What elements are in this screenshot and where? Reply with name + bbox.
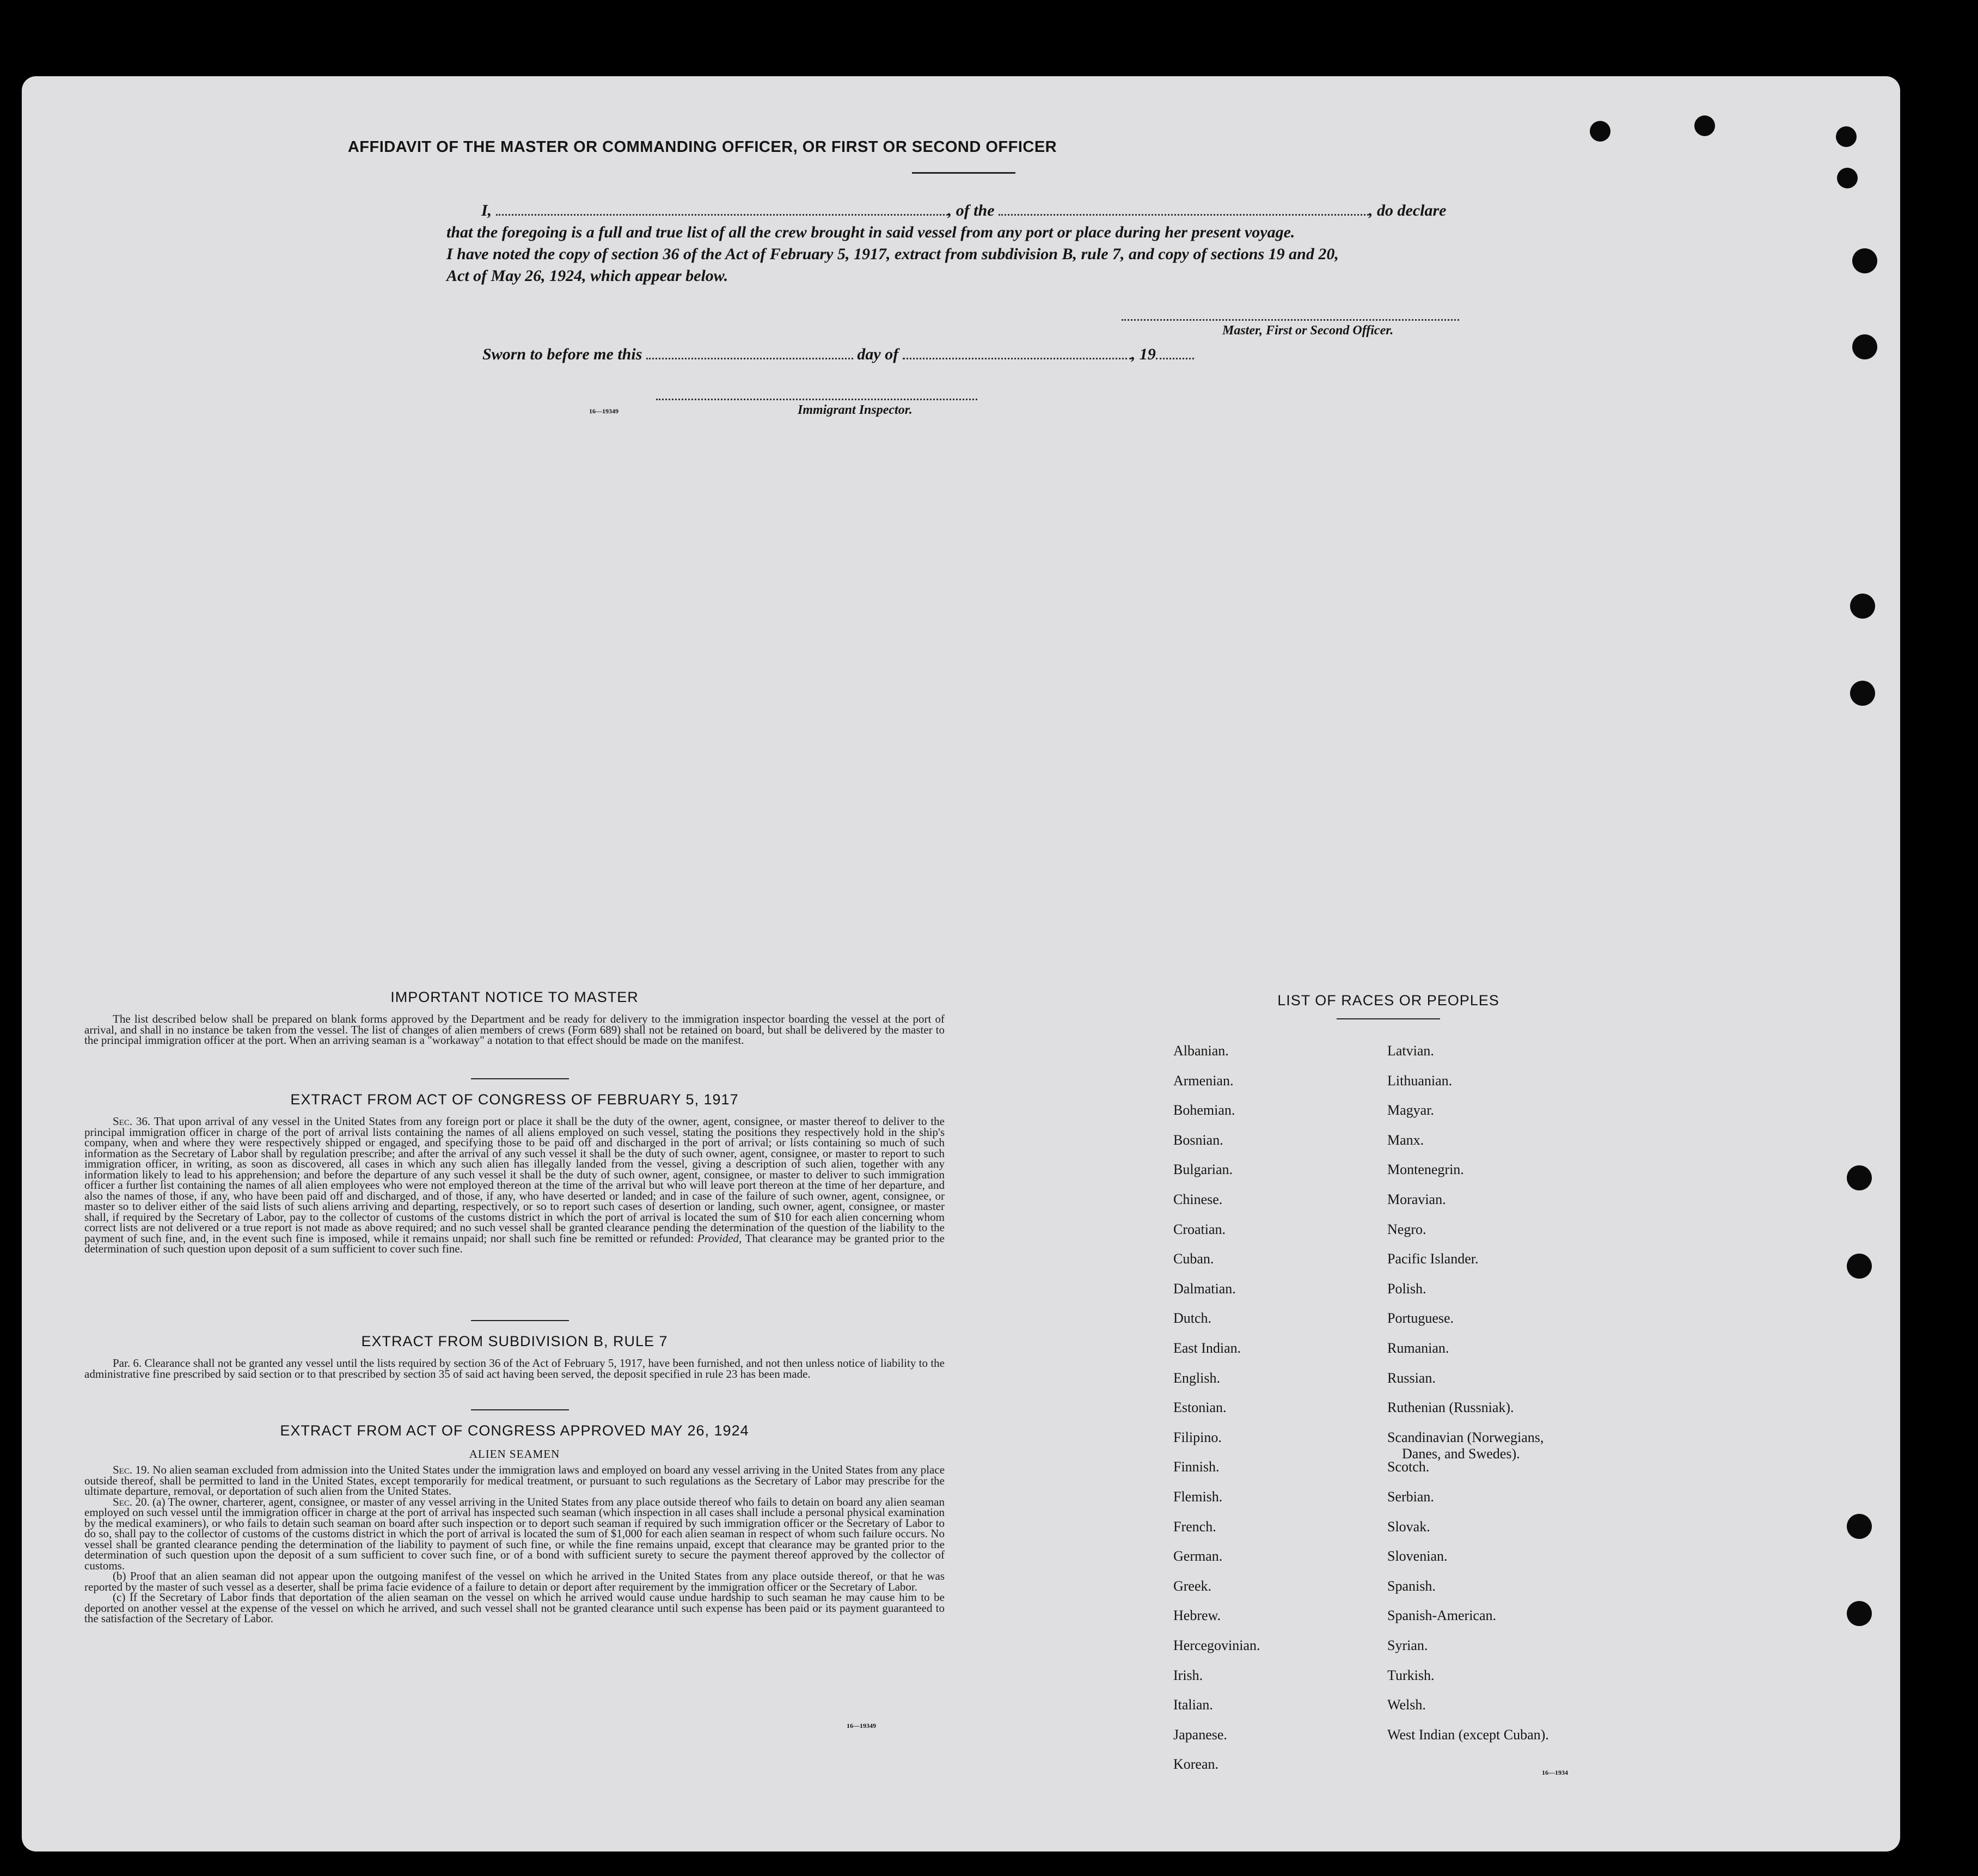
month-blank[interactable]: [903, 346, 1131, 359]
punch-hole-icon: [1847, 1165, 1872, 1190]
race-item: Croatian.: [1173, 1221, 1226, 1237]
race-item: Pacific Islander.: [1387, 1251, 1479, 1267]
race-item: Polish.: [1387, 1280, 1426, 1297]
sec-36-text-end: That clearance may be granted prior to the determination of such question upon deposit of a sum sufficient to cover such fine.: [84, 1231, 945, 1255]
signature-caption: Master, First or Second Officer.: [1222, 323, 1394, 338]
form-code: 16—1934: [1542, 1769, 1568, 1776]
sec-36-text: That upon arrival of any vessel in the United States from any foreign port or place it shall be the duty of the owner, agent, consignee, or master thereof to deliver to the principal immigration officer in charge of the port of arrival lists containing the names of all aliens employed on such vessel, stating the positions they respectively hold in the ship's company, when and where they were respectively shipped or engaged, and specifying those to be paid off and discharged in the port of arrival; or lists containing so much of such information as the Secretary of Labor shall by regulation prescribe; and after the arrival of any such vessel it shall be the duty of such owner, agent, consignee, or master to report to such immigration officer, in writing, as soon as discovered, all cases in which any such alien has illegally landed from the vessel, giving a description of such alien, together with any information likely to lead to his apprehension; and before the departure of any such vessel it shall be the duty of such owner, agent, consignee, or master to deliver to such immigration officer a further list containing the names of all alien employees who were not employed thereon at the time of the arrival but who will leave port thereon at the time of her departure, and also the names of those, if any, who have been paid off and discharged, and of those, if any, who have deserted or landed; and in case of the failure of such owner, agent, consignee, or master so to deliver either of the said lists of such aliens arriving and departing, respectively, or so to report such cases of desertion or landing, such owner, agent, consignee, or master shall, if required by the Secretary of Labor, pay to the collector of customs of the customs district in which the port of arrival is located the sum of $10 for each alien concerning whom correct lists are not delivered or a true report is not made as above required; and no such vessel shall be granted clearance pending the determination of the question of the liability to the payment of such fine, and, in the event such fine is imposed, while it remains unpaid; nor shall such fine be remitted or refunded:: [84, 1115, 945, 1245]
form-code: 16—19349: [847, 1722, 876, 1730]
race-item: Rumanian.: [1387, 1340, 1449, 1356]
punch-hole-icon: [1847, 1514, 1872, 1539]
section-divider: [471, 1078, 569, 1079]
race-item: Cuban.: [1173, 1251, 1214, 1267]
sec-20b-text: (b) Proof that an alien seaman did not appear upon the outgoing manifest of the vessel on which he arrived in the United States from any place outside thereof, or that he was reported by the master of such vessel as a deserter, shall be prima facie evidence of a failure to detain or deport after requirement by the immigration officer or the Secretary of Labor.: [84, 1569, 945, 1593]
race-item: Negro.: [1387, 1221, 1426, 1237]
race-item: Korean.: [1173, 1756, 1219, 1773]
day-blank[interactable]: [646, 346, 853, 359]
race-item: Magyar.: [1387, 1102, 1434, 1119]
extract-1917-text: [84, 1116, 945, 1255]
extract-1917-title: EXTRACT FROM ACT OF CONGRESS OF FEBRUARY 5, 1917: [290, 1091, 739, 1108]
race-item: Spanish-American.: [1387, 1608, 1497, 1624]
race-item: English.: [1173, 1370, 1220, 1386]
races-title: LIST OF RACES OR PEOPLES: [1277, 992, 1499, 1009]
race-item: Welsh.: [1387, 1697, 1426, 1713]
sec-20-label: Sec. 20.: [113, 1495, 150, 1508]
day-of-label: day of: [857, 345, 899, 363]
race-item: Spanish.: [1387, 1578, 1436, 1594]
affidavit-line-1: [481, 201, 1446, 220]
sworn-label: Sworn to before me this: [482, 345, 642, 363]
rule-7-title: EXTRACT FROM SUBDIVISION B, RULE 7: [361, 1333, 668, 1349]
name-blank[interactable]: [496, 202, 948, 216]
extract-1924-text: [84, 1465, 945, 1624]
race-item: Bulgarian.: [1173, 1162, 1233, 1178]
form-code: 16—19349: [589, 407, 618, 415]
race-item: Chinese.: [1173, 1191, 1223, 1207]
rule-7-paragraph: Par. 6. Clearance shall not be granted any vessel until the lists required by section 36 of the Act of February 5, 1917, have been furnished, and not then unless notice of liability to the administrative fine prescribed by said section or to that prescribed by section 35 of said act having been served, the deposit specified in rule 23 has been made.: [84, 1356, 945, 1380]
race-item: Hebrew.: [1173, 1608, 1221, 1624]
affidavit-line-4: Act of May 26, 1924, which appear below.: [446, 267, 728, 285]
vessel-blank[interactable]: [999, 202, 1369, 216]
race-item: Armenian.: [1173, 1072, 1234, 1089]
race-item: Scotch.: [1387, 1459, 1430, 1475]
race-item: Manx.: [1387, 1132, 1424, 1148]
punch-hole-icon: [1850, 594, 1875, 619]
race-item: Russian.: [1387, 1370, 1436, 1386]
year-blank[interactable]: [1156, 346, 1194, 359]
extract-1924-title: EXTRACT FROM ACT OF CONGRESS APPROVED MAY 26, 1924: [280, 1422, 749, 1439]
notice-title: IMPORTANT NOTICE TO MASTER: [390, 989, 639, 1005]
sec-36-label: Sec. 36.: [113, 1115, 151, 1128]
race-item: Dalmatian.: [1173, 1280, 1236, 1297]
race-item: West Indian (except Cuban).: [1387, 1726, 1549, 1743]
race-item: Portuguese.: [1387, 1310, 1454, 1327]
sec-20c-text: (c) If the Secretary of Labor finds that deportation of the alien seaman on the vessel on which he arrived would cause undue hardship to such seaman he may cause him to be deported on another vessel at the expense of the vessel on which he arrived, and such vessel shall not be granted clearance until such expense has been paid or its payment guaranteed to the satisfaction of the Secretary of Labor.: [84, 1591, 945, 1625]
race-item: Greek.: [1173, 1578, 1212, 1594]
race-item: Flemish.: [1173, 1489, 1223, 1505]
sworn-line: [482, 345, 1194, 364]
affidavit-title: AFFIDAVIT OF THE MASTER OR COMMANDING OFFICER, OR FIRST OR SECOND OFFICER: [347, 138, 1057, 156]
race-item: Japanese.: [1173, 1726, 1227, 1743]
punch-hole-icon: [1847, 1254, 1872, 1279]
race-item: Estonian.: [1173, 1400, 1227, 1416]
punch-hole-icon: [1847, 1601, 1872, 1626]
sec-19-label: Sec. 19.: [113, 1463, 150, 1476]
punch-hole-icon: [1852, 248, 1877, 273]
punch-hole-icon: [1852, 334, 1877, 359]
of-the-label: , of the: [947, 201, 995, 219]
affidavit-line-2: that the foregoing is a full and true list of all the crew brought in said vessel from any port or place during her present voyage.: [446, 223, 1295, 241]
race-item: Syrian.: [1387, 1637, 1428, 1653]
race-item: Moravian.: [1387, 1191, 1446, 1207]
alien-seamen-subtitle: ALIEN SEAMEN: [469, 1447, 560, 1461]
race-item: Slovak.: [1387, 1518, 1430, 1535]
race-item: Albanian.: [1173, 1043, 1229, 1059]
do-declare-label: , do declare: [1369, 201, 1447, 219]
race-item: Dutch.: [1173, 1310, 1212, 1327]
race-item: Bosnian.: [1173, 1132, 1223, 1148]
title-divider: [912, 172, 1015, 174]
inspector-caption: Immigrant Inspector.: [798, 403, 913, 417]
affidavit-line-3: I have noted the copy of section 36 of the Act of February 5, 1917, extract from subdivision B, rule 7, and copy of sections 19 and 20,: [446, 245, 1339, 263]
inspector-signature-blank[interactable]: [656, 387, 977, 400]
punch-hole-icon: [1837, 168, 1858, 188]
i-label: I,: [481, 201, 492, 219]
race-item: Ruthenian (Russniak).: [1387, 1400, 1514, 1416]
rule-7-text: [84, 1358, 945, 1379]
race-item: Lithuanian.: [1387, 1072, 1453, 1089]
punch-hole-icon: [1836, 126, 1857, 147]
race-item: Finnish.: [1173, 1459, 1220, 1475]
race-item: Irish.: [1173, 1667, 1203, 1683]
sec-19-text: No alien seaman excluded from admission into the United States under the immigration laws and employed on board any vessel arriving in the United States from any place outside thereof, shall be permitted to land in the United States, except temporarily for medical treatment, or pursuant to such regulations as the Secretary of Labor may prescribe for the ultimate departure, removal, or deportation of such alien from the United States.: [84, 1463, 945, 1498]
race-item: Slovenian.: [1387, 1548, 1448, 1565]
race-item: Bohemian.: [1173, 1102, 1235, 1119]
race-item: Danes, and Swedes).: [1402, 1445, 1520, 1462]
provided-label: Provided,: [697, 1231, 742, 1245]
year-label: , 19: [1131, 345, 1156, 363]
notice-paragraph: The list described below shall be prepared on blank forms approved by the Department and be ready for delivery to the immigration inspector boarding the vessel at the port of arrival, and shall in no instance be taken from the vessel. The list of changes of alien members of crews (Form 689) shall not be retained on board, but shall be delivered by the master to the principal immigration officer at the port. When an arriving seaman is a "workaway" a notation to that effect should be made on the manifest.: [84, 1012, 945, 1047]
race-item: Montenegrin.: [1387, 1162, 1464, 1178]
race-item: Serbian.: [1387, 1489, 1434, 1505]
race-item: Filipino.: [1173, 1429, 1222, 1445]
section-divider: [471, 1409, 569, 1410]
notice-text: [84, 1014, 945, 1046]
race-item: French.: [1173, 1518, 1216, 1535]
race-item: Italian.: [1173, 1697, 1213, 1713]
section-divider: [471, 1320, 569, 1321]
punch-hole-icon: [1694, 115, 1715, 136]
race-item: Scandinavian (Norwegians,: [1387, 1429, 1544, 1445]
signature-blank[interactable]: [1122, 307, 1459, 321]
document-page: [22, 76, 1900, 1851]
race-item: Hercegovinian.: [1173, 1637, 1260, 1653]
race-item: Turkish.: [1387, 1667, 1435, 1683]
race-item: German.: [1173, 1548, 1223, 1565]
race-item: East Indian.: [1173, 1340, 1241, 1356]
punch-hole-icon: [1850, 681, 1875, 706]
sec-20a-text: (a) The owner, charterer, agent, consignee, or master of any vessel arriving in the United States from any place outside thereof who fails to detain on board any alien seaman employed on such vessel until the immigration officer in charge at the port of arrival has inspected such seaman (which inspection in all cases shall include a personal physical examination by the medical examiners), or who fails to detain such seaman on board after such inspection or to deport such seaman if required by such immigration officer or the Secretary of Labor to do so, shall pay to the collector of customs of the customs district in which the port of arrival is located the sum of $1,000 for each alien seaman in respect of whom such failure occurs. No vessel shall be granted clearance pending the determination of the liability to payment of such fine, or while the fine remains unpaid, except that clearance may be granted prior to the determination of such question upon the deposit of a sum sufficient to cover such fine, or of a bond with sufficient surety to secure the payment thereof approved by the collector of customs.: [84, 1495, 945, 1572]
race-item: Latvian.: [1387, 1043, 1434, 1059]
races-divider: [1337, 1018, 1440, 1019]
punch-hole-icon: [1590, 121, 1610, 142]
